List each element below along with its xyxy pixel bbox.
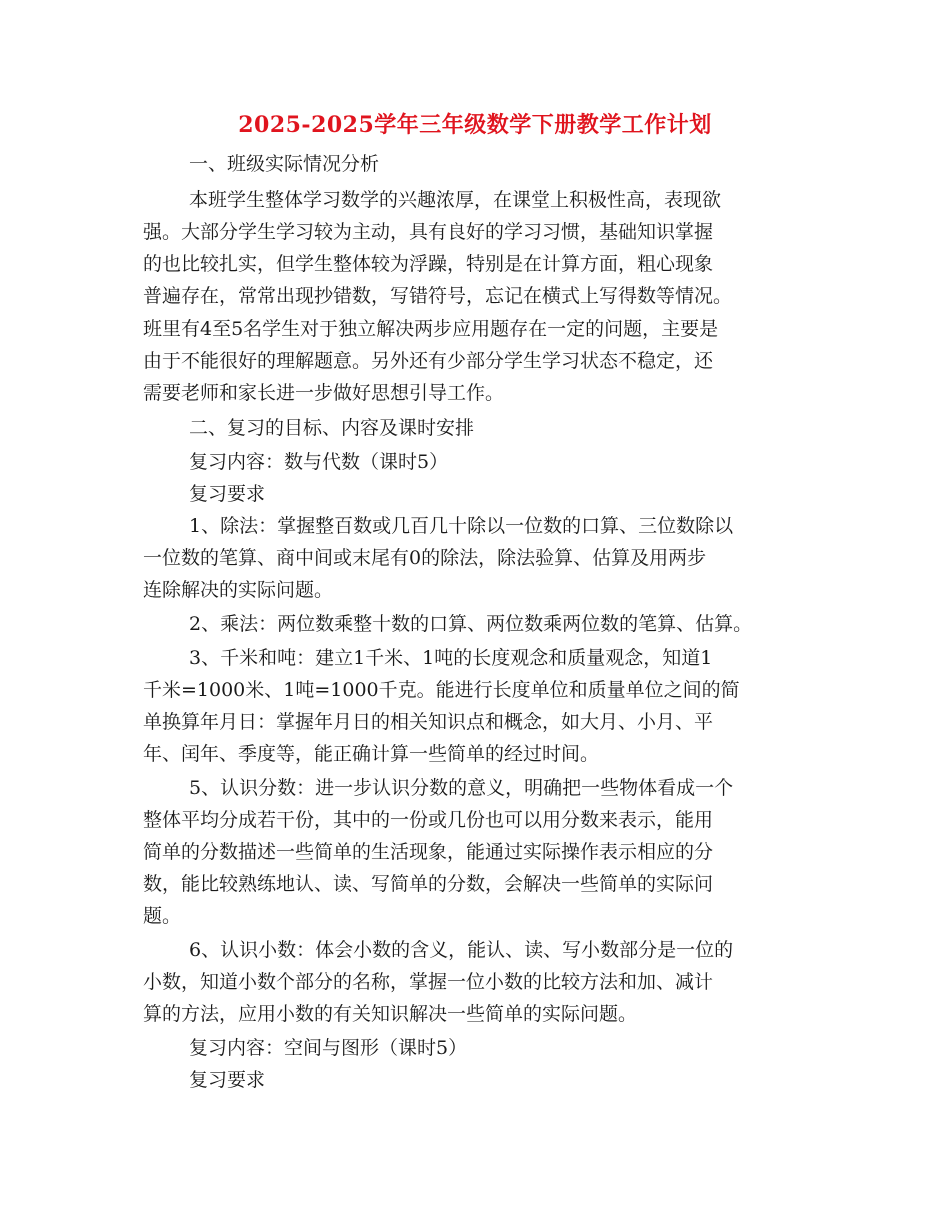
section-heading: 二、复习的目标、内容及课时安排 <box>189 417 475 439</box>
list-item-line: 2、乘法：两位数乘整十数的口算、两位数乘两位数的笔算、估算。 <box>189 613 753 635</box>
subheading: 复习要求 <box>189 1069 266 1091</box>
list-item-line: 6、认识小数：体会小数的含义，能认、读、写小数部分是一位的 <box>189 939 734 961</box>
list-item-line: 3、千米和吨：建立1千米、1吨的长度观念和质量观念，知道1 <box>189 647 713 669</box>
document-title: 2025-2025学年三年级数学下册教学工作计划 <box>238 112 712 138</box>
list-item-line: 连除解决的实际问题。 <box>143 579 334 601</box>
list-item-line: 千米=1000米、1吨=1000千克。能进行长度单位和质量单位之间的简 <box>143 679 740 701</box>
paragraph-line: 班里有4至5名学生对于独立解决两步应用题存在一定的问题，主要是 <box>143 318 719 340</box>
list-item-line: 1、除法：掌握整百数或几百几十除以一位数的口算、三位数除以 <box>189 515 734 537</box>
subheading: 复习内容：空间与图形（课时5） <box>189 1037 468 1059</box>
list-item-line: 年、闰年、季度等，能正确计算一些简单的经过时间。 <box>143 743 600 765</box>
paragraph-line: 本班学生整体学习数学的兴趣浓厚，在课堂上积极性高，表现欲 <box>189 189 722 211</box>
section-heading: 一、班级实际情况分析 <box>189 153 380 175</box>
list-item-line: 简单的分数描述一些简单的生活现象，能通过实际操作表示相应的分 <box>143 841 714 863</box>
list-item-line: 题。 <box>143 905 182 927</box>
subheading: 复习要求 <box>189 483 266 505</box>
subheading: 复习内容：数与代数（课时5） <box>189 451 449 473</box>
list-item-line: 单换算年月日：掌握年月日的相关知识点和概念，如大月、小月、平 <box>143 711 714 733</box>
list-item-line: 算的方法，应用小数的有关知识解决一些简单的实际问题。 <box>143 1003 638 1025</box>
paragraph-line: 的也比较扎实，但学生整体较为浮躁，特别是在计算方面，粗心现象 <box>143 253 714 275</box>
list-item-line: 一位数的笔算、商中间或末尾有0的除法，除法验算、估算及用两步 <box>143 547 707 569</box>
list-item-line: 5、认识分数：进一步认识分数的意义，明确把一些物体看成一个 <box>189 777 734 799</box>
paragraph-line: 普遍存在，常常出现抄错数，写错符号，忘记在横式上写得数等情况。 <box>143 285 733 307</box>
list-item-line: 小数，知道小数个部分的名称，掌握一位小数的比较方法和加、减计 <box>143 971 714 993</box>
list-item-line: 数，能比较熟练地认、读、写简单的分数，会解决一些简单的实际问 <box>143 873 714 895</box>
list-item-line: 整体平均分成若干份，其中的一份或几份也可以用分数来表示，能用 <box>143 809 714 831</box>
paragraph-line: 由于不能很好的理解题意。另外还有少部分学生学习状态不稳定，还 <box>143 350 714 372</box>
paragraph-line: 需要老师和家长进一步做好思想引导工作。 <box>143 382 505 404</box>
paragraph-line: 强。大部分学生学习较为主动，具有良好的学习习惯，基础知识掌握 <box>143 221 714 243</box>
